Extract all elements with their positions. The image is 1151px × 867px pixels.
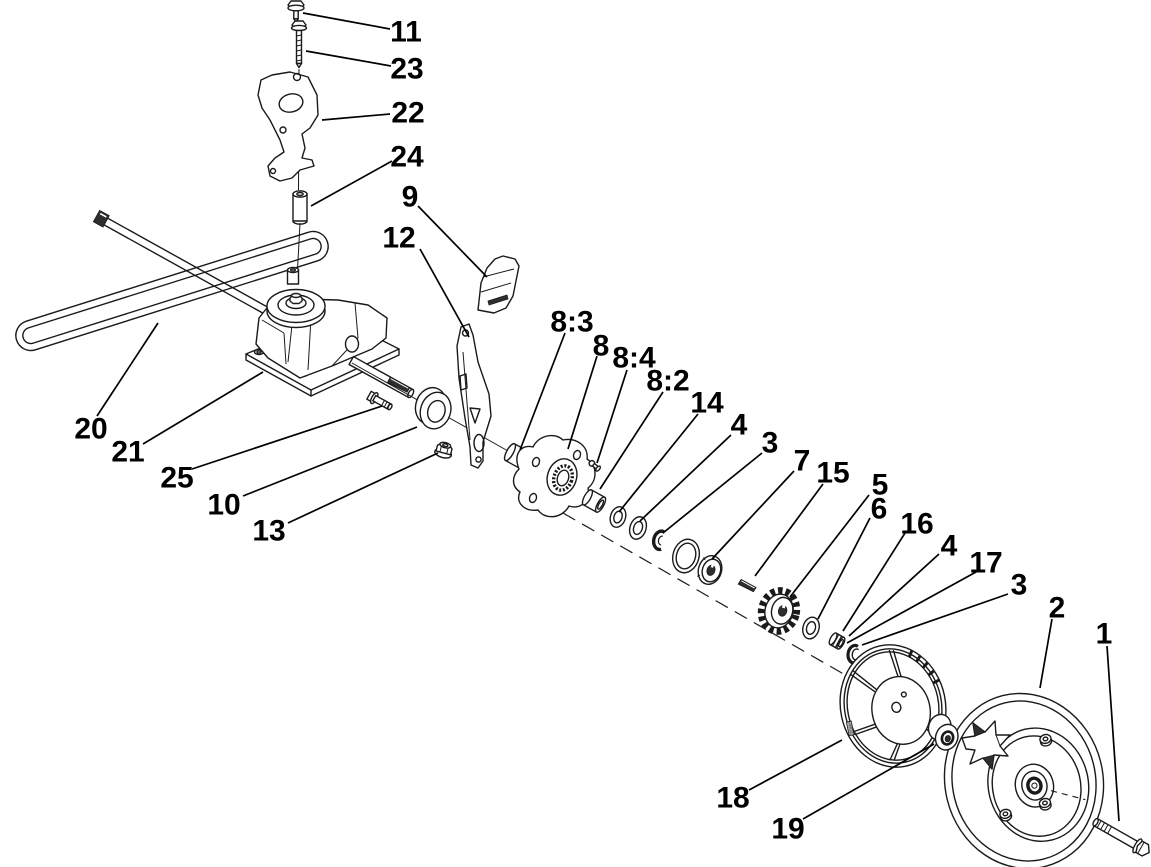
lever-grip [478,256,519,313]
callout-label-grease-fitting: 8:4 [612,341,656,375]
leader-line-hub-bushing-outer [600,392,663,489]
spacer-16 [828,632,847,650]
shift-bracket [258,72,318,181]
callout-label-washer: 4 [730,408,748,442]
callout-label-e-ring: 3 [761,426,779,460]
callout-label-washer: 14 [690,386,724,420]
leader-line-shift-lever-plate [420,249,469,337]
flanged-bushing [410,384,457,433]
leader-line-gearbox [143,372,263,444]
leader-line-wheel-hub [568,356,597,449]
leader-line-grease-fitting [597,370,627,463]
callout-label-pinion-gear: 5 [871,468,889,502]
leader-line-hub-bushing-inner [520,333,565,450]
callout-label-flange-bolt-short: 11 [390,15,422,49]
wheel [926,677,1122,867]
gearbox-boss [288,268,299,285]
leader-line-e-ring [847,572,976,643]
callout-label-e-ring: 17 [969,546,1003,580]
leader-line-key [755,484,823,576]
wheel-gear-marking: TORO [847,720,855,735]
leader-line-flanged-bushing [243,427,417,496]
shift-lever-plate [457,324,491,468]
leader-line-axle-bolt [1107,646,1119,821]
spacer-tube [293,191,307,224]
flange-nut [434,440,454,459]
callout-label-wheel-gear: 18 [716,781,750,815]
callout-label-shoulder-bolt: 25 [160,461,194,495]
callout-label-shift-bracket: 22 [391,96,425,130]
leader-line-e-ring [862,594,1008,645]
leader-line-spacer-tube [311,161,392,206]
leader-line-flange-bolt-short [303,13,390,29]
callout-label-lever-grip: 9 [401,180,419,214]
callout-label-key: 15 [816,456,850,490]
callout-label-bearing: 19 [771,812,805,846]
gearbox-pulley [267,290,325,328]
leader-line-flange-bolt-long [306,51,391,66]
leader-line-flange-nut [288,453,438,523]
callouts-layer [74,13,1119,846]
callout-label-washer: 4 [940,529,958,563]
axle-bolt [1090,814,1151,859]
key [738,579,756,594]
callout-label-flange-nut: 13 [252,514,286,548]
leader-line-pinion-gear [790,495,869,597]
flange-bolt-long [292,21,307,68]
callout-label-axle-bolt: 1 [1095,617,1113,651]
callout-label-flanged-bushing: 10 [207,488,241,522]
callout-label-flange-bolt-long: 23 [390,52,424,86]
callout-label-spacer: 16 [900,507,934,541]
leader-line-wheel [1040,619,1052,688]
e-ring-3a [652,530,665,550]
flange-bolt-short [288,1,304,22]
callout-label-washer: 6 [870,492,888,526]
leader-line-shoulder-bolt [192,406,382,469]
leader-line-drive-belt [97,323,158,416]
callout-label-wheel-hub: 8 [592,329,610,363]
callout-label-ratchet: 7 [793,444,811,478]
leader-line-wheel-gear [749,740,842,790]
callout-label-hub-bushing-outer: 8:2 [646,364,690,398]
washer-4a [627,515,649,542]
callout-label-hub-bushing-inner: 8:3 [550,305,594,339]
callout-label-drive-belt: 20 [74,412,108,446]
callout-label-shift-lever-plate: 12 [382,221,416,255]
callout-label-gearbox: 21 [111,435,145,469]
leader-line-lever-grip [418,206,487,277]
washer-14 [608,505,629,530]
leader-line-washer [619,414,698,512]
pinion-gear [757,587,801,635]
centerline [563,513,868,688]
callout-label-wheel: 2 [1048,591,1066,625]
leader-line-shift-bracket [322,114,390,120]
callout-label-spacer-tube: 24 [390,140,424,174]
leader-line-washer [818,518,870,619]
callout-label-e-ring: 3 [1010,568,1028,602]
leader-line-washer [640,435,731,521]
